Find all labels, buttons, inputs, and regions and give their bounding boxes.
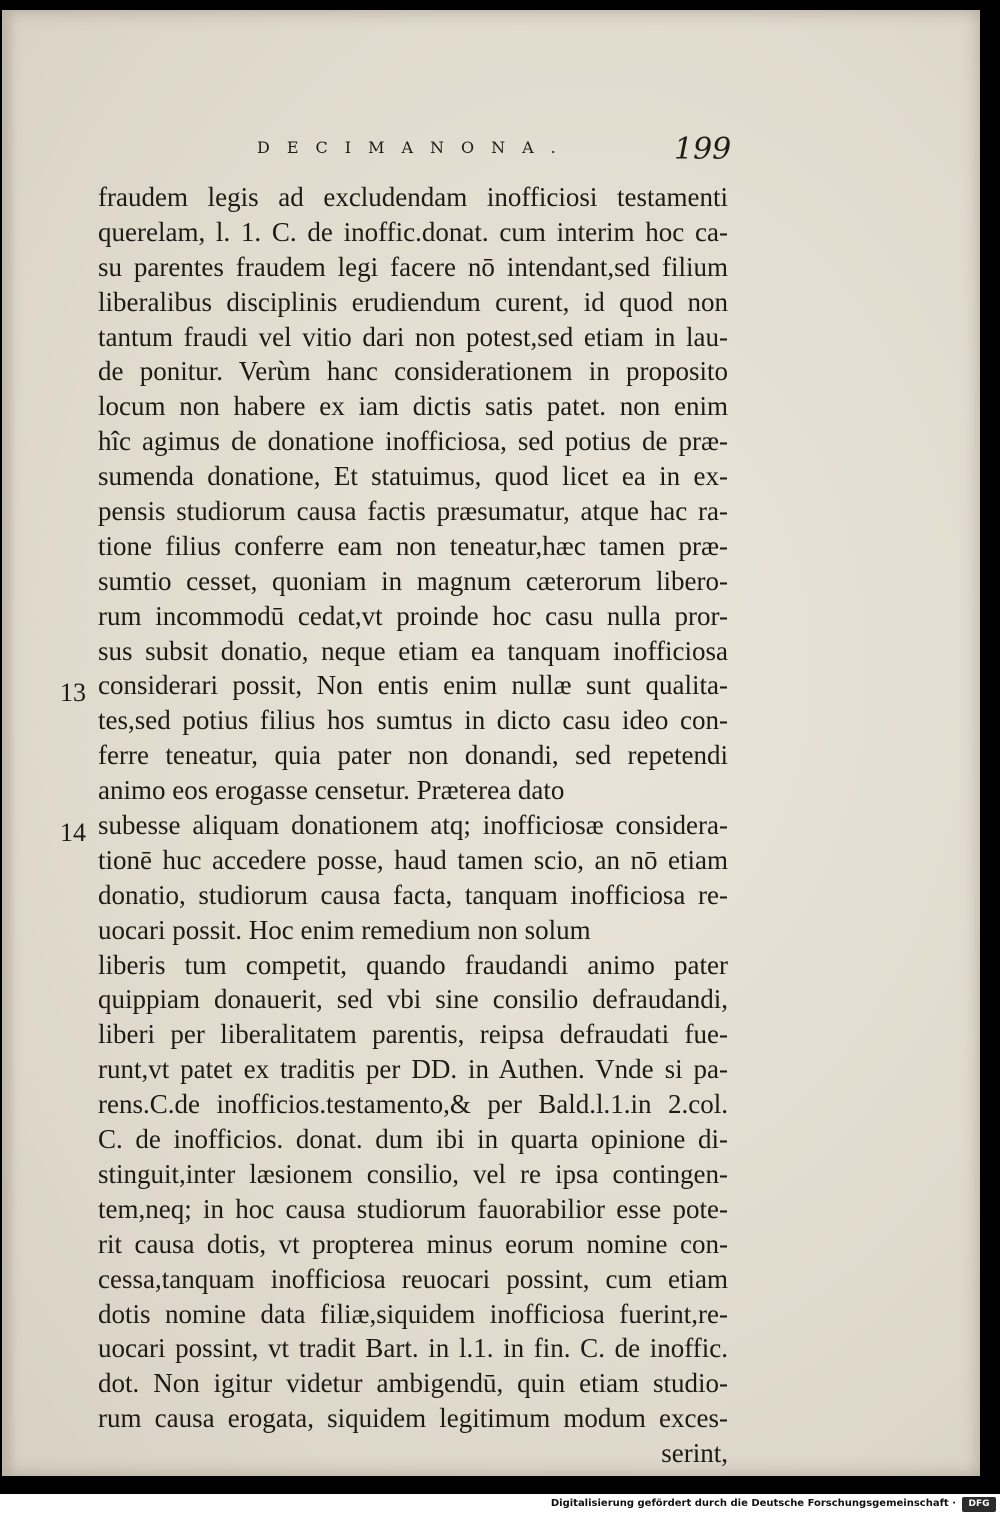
text-line: tem,neq; in hoc causa studiorum fauorabilior esse pote- [98,1193,728,1224]
text-line: quippiam donauerit, sed vbi sine consilio defraudandi, [98,984,728,1015]
text-line: rens.C.de inofficios.testamento,& per Bald.l.1.in 2.col. [98,1089,728,1120]
text-line: su parentes fraudem legi facere nō intendant,sed filium [98,251,728,282]
text-line: hîc agimus de donatione inofficiosa, sed potius de præ- [98,426,728,457]
text-line: considerari possit, Non entis enim nullæ sunt qualita- [98,670,728,701]
text-line: sumtio cesset, quoniam in magnum cæterorum libero- [98,565,728,596]
text-line: dotis nomine data filiæ,siquidem inofficiosa fuerint,re- [98,1298,728,1329]
text-line: subesse aliquam donationem atq; inofficiosæ considera- [98,810,728,841]
dfg-logo: DFG [962,1497,996,1512]
text-line: liberis tum competit, quando fraudandi animo pater [98,949,728,980]
text-line: tantum fraudi vel vitio dari non potest,sed etiam in lau- [98,321,728,352]
text-line: serint, [661,1438,728,1469]
text-line: C. de inofficios. donat. dum ibi in quarta opinione di- [98,1124,728,1155]
text-line: uocari possint, vt tradit Bart. in l.1. in fin. C. de inoffic. [98,1333,728,1364]
running-head: DECIMANONA. [257,138,573,157]
text-line: cessa,tanquam inofficiosa reuocari possint, cum etiam [98,1263,728,1294]
text-line: de ponitur. Verùm hanc considerationem in proposito [98,356,728,387]
text-line: rit causa dotis, vt propterea minus eorum nomine con- [98,1228,728,1259]
text-line: animo eos erogasse censetur. Præterea dato [98,775,565,806]
text-line: donatio, studiorum causa facta, tanquam inofficiosa re- [98,879,728,910]
text-line: dot. Non igitur videtur ambigendū, quin etiam studio- [98,1368,728,1399]
book-page [2,10,980,1476]
text-line: ferre teneatur, quia pater non donandi, sed repetendi [98,740,728,771]
text-line: pensis studiorum causa factis præsumatur, atque hac ra- [98,496,728,527]
text-line: fraudem legis ad excludendam inofficiosi testamenti [98,182,728,212]
page-number: 199 [674,132,732,167]
text-line: sumenda donatione, Et statuimus, quod licet ea in ex- [98,461,728,492]
marginal-number-14: 14 [60,818,86,847]
text-line: locum non habere ex iam dictis satis patet. non enim [98,391,728,422]
marginal-number-13: 13 [60,678,86,707]
text-line: sus subsit donatio, neque etiam ea tanquam inofficiosa [98,635,728,666]
text-line: rum causa erogata, siquidem legitimum modum exces- [98,1403,728,1434]
footer-bar [0,1494,1000,1516]
digitization-credit: Digitalisierung gefördert durch die Deutsche Forschungsgemeinschaft · [550,1498,956,1509]
text-line: runt,vt patet ex traditis per DD. in Authen. Vnde si pa- [98,1054,728,1085]
text-line: liberalibus disciplinis erudiendum curent, id quod non [98,286,728,317]
text-line: tione filius conferre eam non teneatur,hæc tamen præ- [98,530,728,561]
text-line: querelam, l. 1. C. de inoffic.donat. cum interim hoc ca- [98,216,728,247]
text-line: tionē huc accedere posse, haud tamen scio, an nō etiam [98,844,728,875]
text-line: stinguit,inter læsionem consilio, vel re ipsa contingen- [98,1158,728,1189]
text-line: tes,sed potius filius hos sumtus in dicto casu ideo con- [98,705,728,736]
page-gutter-shadow [2,10,16,1476]
text-line: rum incommodū cedat,vt proinde hoc casu nulla pror- [98,600,728,631]
text-line: uocari possit. Hoc enim remedium non solum [98,914,591,945]
text-line: liberi per liberalitatem parentis, reipsa defraudati fue- [98,1019,728,1050]
body-text [98,180,728,1471]
